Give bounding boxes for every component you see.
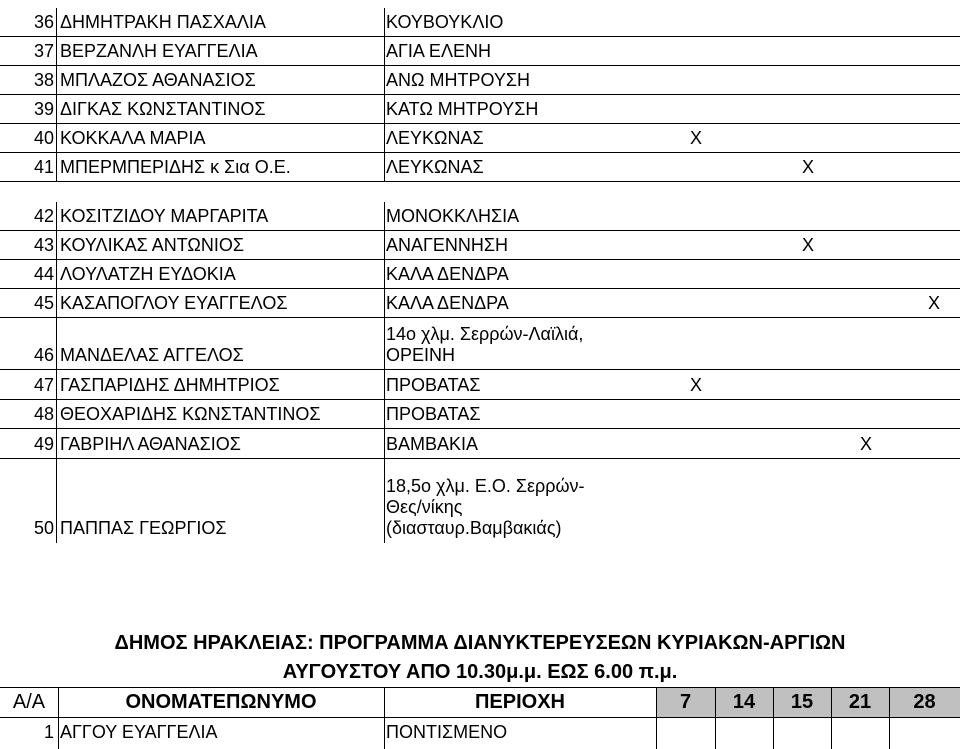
document-subtitle: ΑΥΓΟΥΣΤΟΥ ΑΠΟ 10.30μ.μ. ΕΩΣ 6.00 π.μ. — [282, 661, 678, 683]
header-area: ΠΕΡΙΟΧΗ — [474, 691, 566, 713]
row-number: 44 — [33, 264, 54, 284]
row-number: 40 — [33, 128, 54, 148]
table-row — [0, 231, 960, 260]
table-row — [0, 289, 960, 318]
row-area: ΛΕΥΚΩΝΑΣ — [386, 128, 484, 148]
row-number: 37 — [33, 41, 54, 61]
row-name: ΚΟΚΚΑΛΑ ΜΑΡΙΑ — [60, 128, 206, 148]
row-name: ΑΓΓΟΥ ΕΥΑΓΓΕΛΙΑ — [60, 722, 218, 742]
row-number: 39 — [33, 99, 54, 119]
row-area: ΠΡΟΒΑΤΑΣ — [386, 375, 481, 395]
row-area: ΚΟΥΒΟΥΚΛΙΟ — [386, 12, 504, 32]
table-row — [0, 459, 960, 543]
row-area: ΜΟΝΟΚΚΛΗΣΙΑ — [386, 206, 520, 226]
schedule-mark: X — [859, 434, 872, 454]
table-row — [0, 153, 960, 182]
row-area: ΒΑΜΒΑΚΙΑ — [386, 434, 479, 454]
table-row — [0, 8, 960, 37]
row-area: ΚΑΛΑ ΔΕΝΔΡΑ — [386, 293, 509, 313]
table-row — [0, 37, 960, 66]
row-number: 49 — [33, 434, 54, 454]
row-name: ΔΗΜΗΤΡΑΚΗ ΠΑΣΧΑΛΙΑ — [60, 12, 266, 32]
row-area: ΚΑΤΩ ΜΗΤΡΟΥΣΗ — [386, 99, 539, 119]
row-area: ΛΕΥΚΩΝΑΣ — [386, 157, 484, 177]
table-row — [0, 718, 960, 749]
row-number: 43 — [33, 235, 54, 255]
column-divider — [384, 8, 385, 182]
row-area: ΠΟΝΤΙΣΜΕΝΟ — [386, 722, 508, 742]
row-name: ΠΑΠΠΑΣ ΓΕΩΡΓΙΟΣ — [60, 518, 227, 538]
row-area: ΑΓΙΑ ΕΛΕΝΗ — [386, 41, 491, 61]
table-row — [0, 202, 960, 231]
row-name: ΓΑΣΠΑΡΙΔΗΣ ΔΗΜΗΤΡΙΟΣ — [60, 375, 280, 395]
table-row — [0, 95, 960, 124]
row-border — [0, 181, 960, 182]
document-title: ΔΗΜΟΣ ΗΡΑΚΛΕΙΑΣ: ΠΡΟΓΡΑΜΜΑ ΔΙΑΝΥΚΤΕΡΕΥΣΕΩΝ ΚΥΡΙΑΚΩΝ-ΑΡΓΙΩΝ — [114, 632, 846, 654]
row-number: 45 — [33, 293, 54, 313]
column-divider — [56, 202, 57, 543]
row-name: ΓΑΒΡΙΗΛ ΑΘΑΝΑΣΙΟΣ — [60, 434, 241, 454]
row-number: 47 — [33, 375, 54, 395]
row-name: ΔΙΓΚΑΣ ΚΩΝΣΤΑΝΤΙΝΟΣ — [60, 99, 266, 119]
row-name: ΜΠΕΡΜΠΕΡΙΔΗΣ κ Σια Ο.Ε. — [60, 157, 291, 177]
schedule-mark: X — [927, 293, 940, 313]
row-area: 18,5ο χλμ. Ε.Ο. Σερρών- Θες/νίκης (διασταυρ.Βαμβακιάς) — [386, 476, 585, 538]
header-day-4: 21 — [831, 688, 889, 717]
row-name: ΘΕΟΧΑΡΙΔΗΣ ΚΩΝΣΤΑΝΤΙΝΟΣ — [60, 404, 321, 424]
schedule-mark: X — [689, 375, 702, 395]
table-row — [0, 66, 960, 95]
row-area: 14ο χλμ. Σερρών-Λαϊλιά, ΟΡΕΙΝΗ — [386, 324, 584, 365]
header-day-2: 14 — [715, 688, 773, 717]
row-area: ΚΑΛΑ ΔΕΝΔΡΑ — [386, 264, 509, 284]
row-number: 36 — [33, 12, 54, 32]
header-day-1: 7 — [656, 688, 715, 717]
table-row — [0, 124, 960, 153]
schedule-mark: X — [801, 235, 814, 255]
table-row — [0, 400, 960, 429]
header-day-3: 15 — [773, 688, 831, 717]
row-area: ΠΡΟΒΑΤΑΣ — [386, 404, 481, 424]
column-divider — [56, 8, 57, 182]
row-number: 46 — [33, 345, 54, 365]
row-name: ΚΑΣΑΠΟΓΛΟΥ ΕΥΑΓΓΕΛΟΣ — [60, 293, 288, 313]
row-number: 50 — [33, 518, 54, 538]
row-name: ΚΟΣΙΤΖΙΔΟΥ ΜΑΡΓΑΡΙΤΑ — [60, 206, 269, 226]
row-number: 48 — [33, 404, 54, 424]
row-area: ΑΝΑΓΕΝΝΗΣΗ — [386, 235, 509, 255]
header-day-5: 28 — [889, 688, 960, 717]
row-area: ΑΝΩ ΜΗΤΡΟΥΣΗ — [386, 70, 531, 90]
row-name: ΒΕΡΖΑΝΛΗ ΕΥΑΓΓΕΛΙΑ — [60, 41, 258, 61]
table-row — [0, 318, 960, 370]
column-divider — [384, 202, 385, 543]
row-name: ΜΠΛΑΖΟΣ ΑΘΑΝΑΣΙΟΣ — [60, 70, 256, 90]
row-number: 38 — [33, 70, 54, 90]
row-name: ΜΑΝΔΕΛΑΣ ΑΓΓΕΛΟΣ — [60, 345, 244, 365]
row-number: 42 — [33, 206, 54, 226]
header-name: ΟΝΟΜΑΤΕΠΩΝΥΜΟ — [125, 691, 317, 713]
row-name: ΛΟΥΛΑΤΖΗ ΕΥΔΟΚΙΑ — [60, 264, 236, 284]
table-row — [0, 260, 960, 289]
schedule-mark: X — [801, 157, 814, 177]
row-number: 1 — [43, 722, 54, 742]
row-name: ΚΟΥΛΙΚΑΣ ΑΝΤΩΝΙΟΣ — [60, 235, 244, 255]
table-row — [0, 370, 960, 400]
table-row — [0, 429, 960, 459]
schedule-mark: X — [689, 128, 702, 148]
header-aa: Α/Α — [12, 691, 46, 713]
row-number: 41 — [33, 157, 54, 177]
